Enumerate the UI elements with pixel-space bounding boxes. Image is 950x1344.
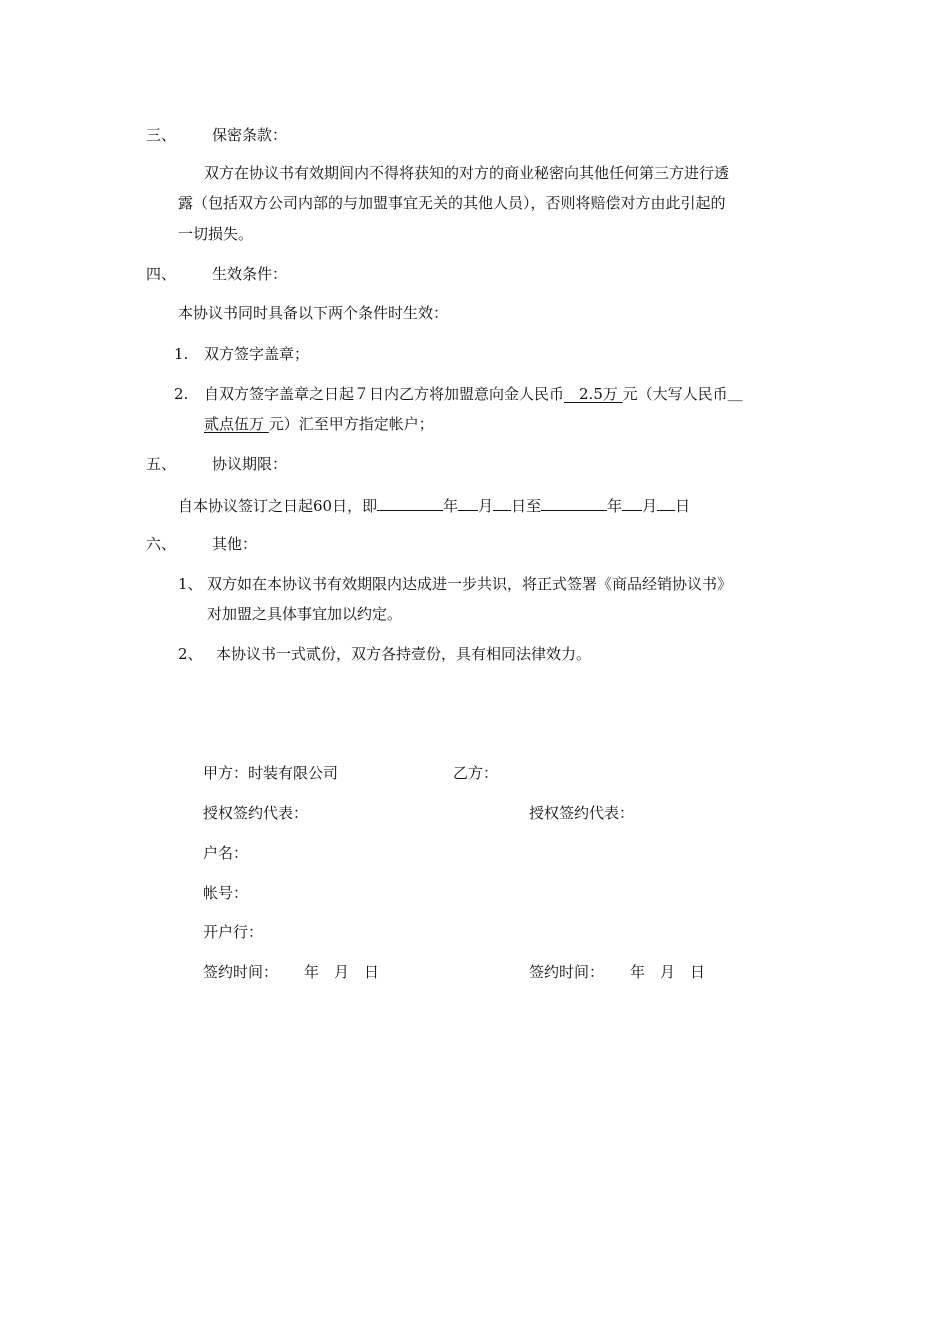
party-b-representative: 授权签约代表： (529, 804, 635, 822)
section-6-item-2-number: 2、 (178, 645, 203, 663)
start-day-label: 日至 (511, 497, 542, 515)
deposit-amount-upper: 贰点伍万 (204, 415, 269, 433)
end-year-label: 年 (607, 497, 623, 515)
start-day-blank (493, 494, 511, 511)
section-4-intro: 本协议书同时具备以下两个条件时生效： (178, 304, 449, 322)
start-month-blank (458, 494, 478, 511)
item-2-text-c: 元）汇至甲方指定帐户； (268, 415, 434, 433)
term-text: 自本协议签订之日起60日，即 (178, 497, 378, 515)
section-4-item-2-number: 2. (174, 385, 189, 403)
party-a-sign-date-label: 签约时间： (203, 963, 279, 981)
section-5-heading: 协议期限： (212, 455, 288, 473)
end-month-blank (622, 494, 642, 511)
section-6-heading: 其他： (212, 535, 258, 553)
start-year-label: 年 (443, 497, 459, 515)
section-4-heading: 生效条件： (212, 265, 288, 283)
section-3-line-2: 露（包括双方公司内部的与加盟事宜无关的其他人员），否则将赔偿对方由此引起的 (178, 194, 726, 212)
account-number-label: 帐号： (203, 884, 249, 902)
section-6-item-1-number: 1、 (178, 575, 203, 593)
end-year-blank (541, 494, 607, 511)
party-b-sign-date: 年 月 日 (630, 963, 706, 981)
section-3-number: 三、 (146, 126, 177, 144)
section-4-item-1-number: 1. (174, 345, 189, 363)
section-5-number: 五、 (146, 455, 177, 473)
item-2-text-a: 自双方签字盖章之日起７日内乙方将加盟意向金人民币 (204, 385, 565, 403)
section-6-item-1-line-1: 双方如在本协议书有效期限内达成进一步共识，将正式签署《商品经销协议书》 (207, 575, 733, 593)
section-5-term-line (178, 494, 690, 516)
section-3-line-3: 一切损失。 (178, 225, 254, 243)
party-b-sign-date-label: 签约时间： (529, 963, 605, 981)
section-6-item-1-line-2: 对加盟之具体事宜加以约定。 (207, 605, 403, 623)
start-year-blank (377, 494, 443, 511)
account-name-label: 户名： (203, 844, 249, 862)
section-4-item-2-line-1 (204, 384, 743, 404)
start-month-label: 月 (478, 497, 494, 515)
end-day-label: 日 (675, 497, 691, 515)
deposit-amount: 2.5万 (564, 385, 623, 403)
party-a-sign-date: 年 月 日 (304, 963, 380, 981)
section-4-number: 四、 (146, 265, 177, 283)
item-2-text-b: 元（大写人民币＿ (622, 385, 743, 403)
party-a-representative: 授权签约代表： (203, 804, 309, 822)
bank-label: 开户行： (203, 923, 264, 941)
party-a-label: 甲方：时装有限公司 (203, 764, 339, 782)
section-4-item-1-text: 双方签字盖章； (204, 345, 310, 363)
section-6-number: 六、 (146, 535, 177, 553)
party-b-label: 乙方： (453, 764, 499, 782)
section-4-item-2-line-2 (204, 414, 434, 434)
section-3-line-1: 双方在协议书有效期间内不得将获知的对方的商业秘密向其他任何第三方进行透 (204, 164, 730, 182)
end-day-blank (657, 494, 675, 511)
end-month-label: 月 (642, 497, 658, 515)
section-3-heading: 保密条款： (212, 126, 288, 144)
section-6-item-2-text: 本协议书一式贰份，双方各持壹份，具有相同法律效力。 (216, 645, 592, 663)
